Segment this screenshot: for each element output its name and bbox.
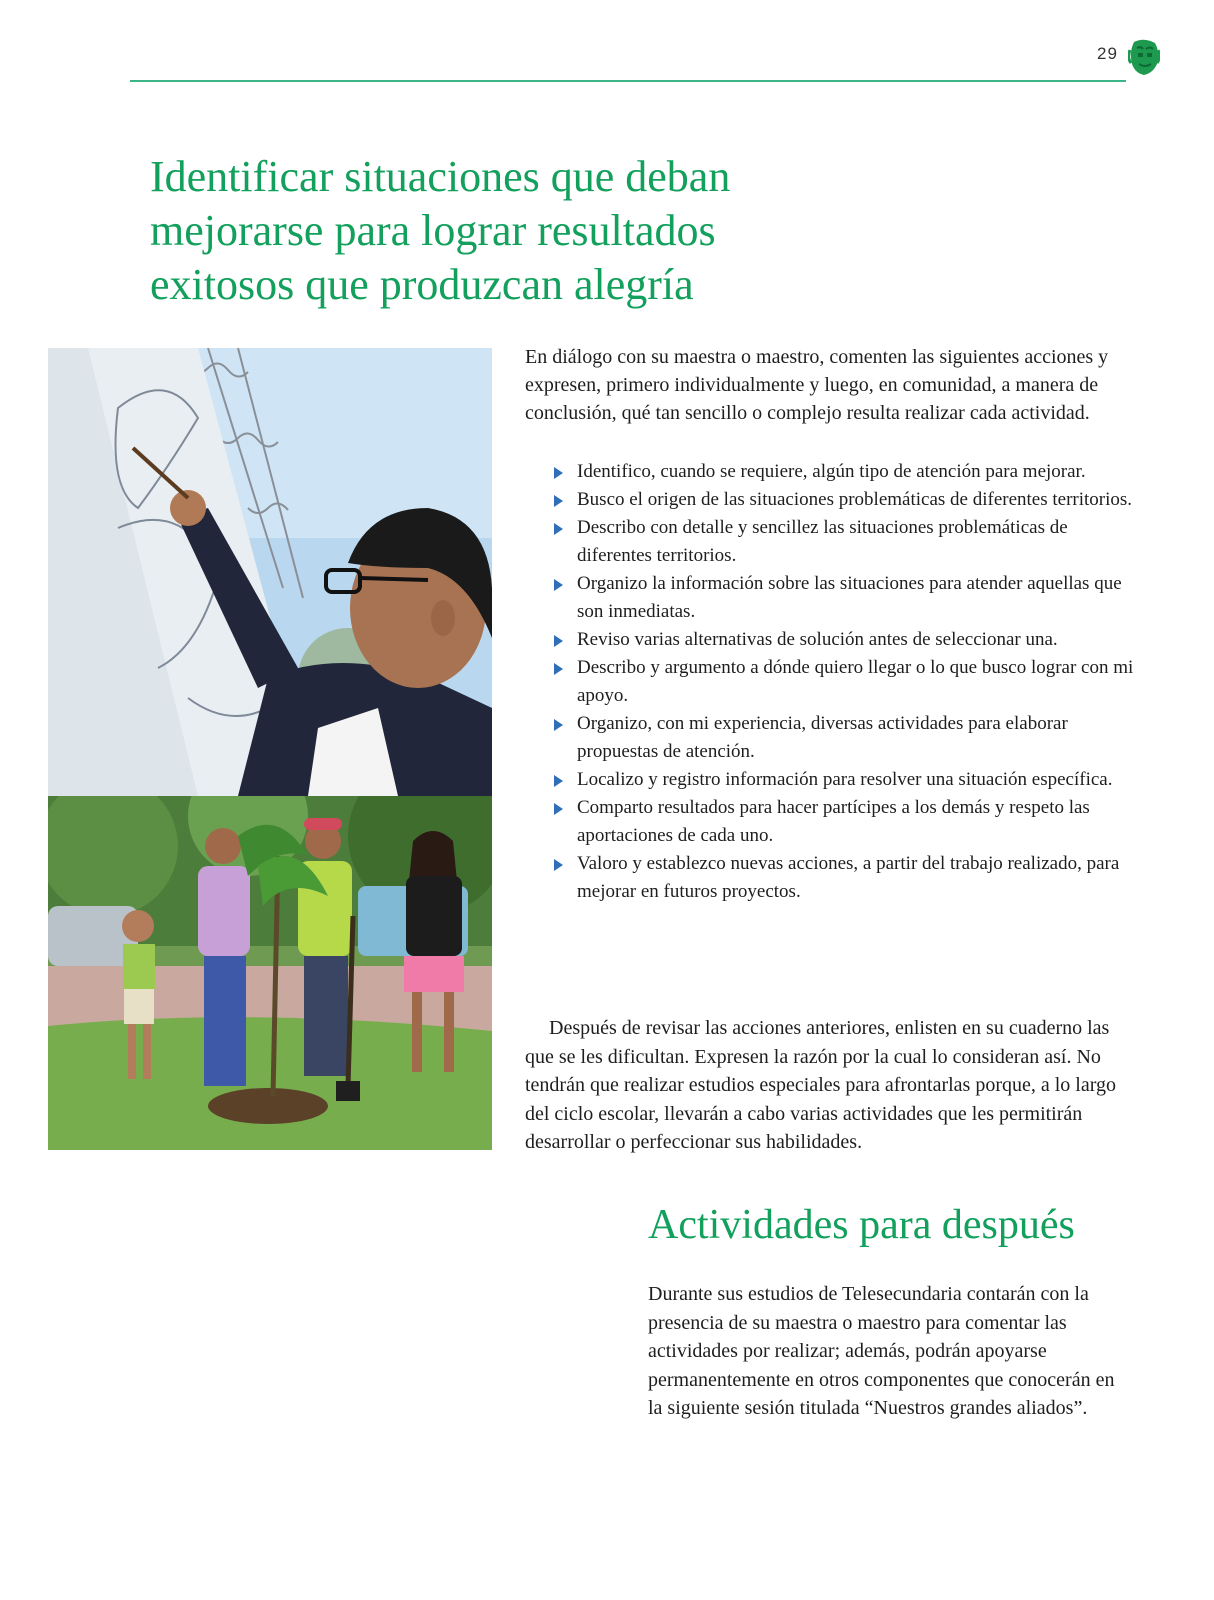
section-title: Actividades para después bbox=[648, 1202, 1075, 1248]
list-item: Localizo y registro información para resolver una situación específica. bbox=[552, 766, 1142, 794]
bullet-triangle-icon bbox=[554, 635, 563, 647]
header-rule bbox=[130, 80, 1126, 82]
bullet-triangle-icon bbox=[554, 579, 563, 591]
action-list bbox=[552, 458, 1142, 906]
bullet-triangle-icon bbox=[554, 523, 563, 535]
list-item: Comparto resultados para hacer partícipes a los demás y respeto las aportaciones de cada uno. bbox=[552, 794, 1142, 850]
section-paragraph: Durante sus estudios de Telesecundaria contarán con la presencia de su maestra o maestro para comentar las actividades por realizar; además, podrán apoyarse permanentemente en otros componentes que conocerán en la siguiente sesión titulada “Nuestros grandes aliados”. bbox=[648, 1283, 1115, 1419]
list-item: Describo con detalle y sencillez las situaciones problemáticas de diferentes territorios. bbox=[552, 514, 1142, 570]
green-jade-mask-icon bbox=[1128, 38, 1160, 76]
page-title: Identificar situaciones que deban mejorarse para lograr resultados exitosos que produzcan alegría bbox=[150, 152, 731, 309]
bullet-triangle-icon bbox=[554, 719, 563, 731]
list-item: Organizo la información sobre las situaciones para atender aquellas que son inmediatas. bbox=[552, 570, 1142, 626]
list-item: Valoro y establezco nuevas acciones, a partir del trabajo realizado, para mejorar en futuros proyectos. bbox=[552, 850, 1142, 906]
bullet-triangle-icon bbox=[554, 663, 563, 675]
list-item: Describo y argumento a dónde quiero llegar o lo que busco lograr con mi apoyo. bbox=[552, 654, 1142, 710]
intro-paragraph: En diálogo con su maestra o maestro, comenten las siguientes acciones y expresen, primero individualmente y luego, en comunidad, a manera de conclusión, qué tan sencillo o complejo resulta realizar cada actividad. bbox=[525, 346, 1109, 424]
bullet-triangle-icon bbox=[554, 467, 563, 479]
list-item: Organizo, con mi experiencia, diversas actividades para elaborar propuestas de atención. bbox=[552, 710, 1142, 766]
bullet-triangle-icon bbox=[554, 803, 563, 815]
photo-family-planting-tree bbox=[48, 796, 492, 1150]
page-number: 29 bbox=[1097, 44, 1118, 63]
photo-student-painting-mural bbox=[48, 348, 492, 796]
bullet-triangle-icon bbox=[554, 495, 563, 507]
bullet-triangle-icon bbox=[554, 775, 563, 787]
list-item: Reviso varias alternativas de solución antes de seleccionar una. bbox=[552, 626, 1142, 654]
bullet-triangle-icon bbox=[554, 859, 563, 871]
list-item: Busco el origen de las situaciones problemáticas de diferentes territorios. bbox=[552, 486, 1142, 514]
conclusion-paragraph: Después de revisar las acciones anteriores, enlisten en su cuaderno las que se les dificultan. Expresen la razón por la cual lo consideran así. No tendrán que realizar estudios especiales para afrontarlas porque, a lo largo del ciclo escolar, llevarán a cabo varias actividades que les permitirán desarrollar o perfeccionar sus habilidades. bbox=[525, 1017, 1117, 1153]
list-item: Identifico, cuando se requiere, algún tipo de atención para mejorar. bbox=[552, 458, 1142, 486]
